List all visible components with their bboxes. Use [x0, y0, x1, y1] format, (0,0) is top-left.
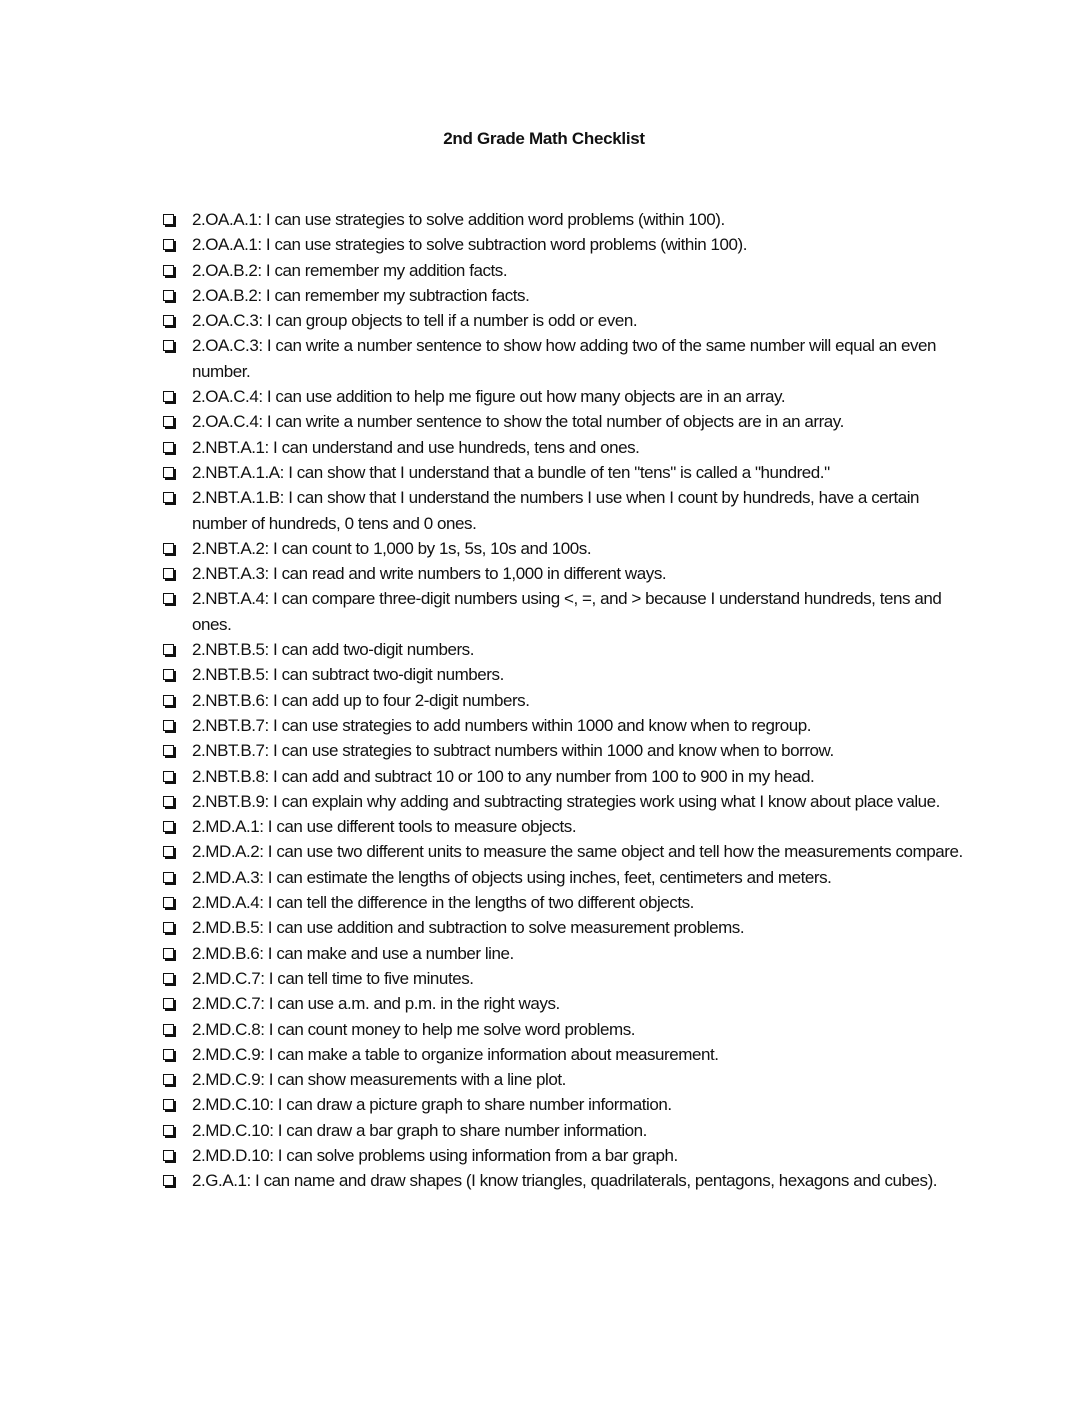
checklist-item-text: 2.OA.C.4: I can write a number sentence to show the total number of objects are in an array.: [192, 412, 844, 432]
checklist-item-text: 2.NBT.A.2: I can count to 1,000 by 1s, 5s, 10s and 100s.: [192, 538, 592, 558]
checklist-item: [162, 1118, 972, 1143]
checklist-item: [162, 738, 972, 763]
checkbox-icon[interactable]: [163, 669, 174, 680]
checkbox-icon[interactable]: [163, 290, 174, 301]
checklist-item-text: 2.NBT.A.4: I can compare three-digit numbers using <, =, and > because I understand hundreds, tens and ones.: [192, 589, 942, 634]
checklist-item: [162, 637, 972, 662]
checkbox-icon[interactable]: [163, 821, 174, 832]
checkbox-icon[interactable]: [163, 973, 174, 984]
checklist-item-text: 2.G.A.1: I can name and draw shapes (I know triangles, quadrilaterals, pentagons, hexagons and cubes).: [192, 1171, 938, 1191]
checklist-item-text: 2.MD.C.9: I can make a table to organize information about measurement.: [192, 1044, 719, 1064]
checklist-item: [162, 1017, 972, 1042]
checklist-item-text: 2.OA.A.1: I can use strategies to solve addition word problems (within 100).: [192, 210, 725, 229]
checkbox-icon[interactable]: [163, 1099, 174, 1110]
checkbox-icon[interactable]: [163, 922, 174, 933]
checklist-item: [162, 814, 972, 839]
checkbox-icon[interactable]: [163, 1049, 174, 1060]
checklist-item: [162, 991, 972, 1016]
checklist-item-text: 2.OA.B.2: I can remember my subtraction facts.: [192, 285, 530, 305]
checklist-item: [162, 283, 972, 308]
checklist-item: [162, 688, 972, 713]
checklist-item-text: 2.MD.A.4: I can tell the difference in the lengths of two different objects.: [192, 893, 694, 913]
checkbox-icon[interactable]: [163, 846, 174, 857]
checklist-item: [162, 561, 972, 586]
checklist-item: [162, 207, 972, 232]
checkbox-icon[interactable]: [163, 340, 174, 351]
checkbox-icon[interactable]: [163, 872, 174, 883]
checkbox-icon[interactable]: [163, 897, 174, 908]
checklist-item: [162, 409, 972, 434]
checklist-item: [162, 662, 972, 687]
checklist-item: [162, 789, 972, 814]
checkbox-icon[interactable]: [163, 695, 174, 706]
checklist-item-text: 2.MD.D.10: I can solve problems using information from a bar graph.: [192, 1145, 678, 1165]
checklist-item: [162, 890, 972, 915]
checkbox-icon[interactable]: [163, 1125, 174, 1136]
checklist-item: [162, 941, 972, 966]
checklist-item-text: 2.MD.A.1: I can use different tools to measure objects.: [192, 817, 577, 837]
checkbox-icon[interactable]: [163, 467, 174, 478]
checkbox-icon[interactable]: [163, 543, 174, 554]
checkbox-icon[interactable]: [163, 745, 174, 756]
checkbox-icon[interactable]: [163, 391, 174, 402]
checkbox-icon[interactable]: [163, 492, 174, 503]
checklist-item: [162, 1143, 972, 1168]
checklist-item-text: 2.OA.A.1: I can use strategies to solve subtraction word problems (within 100).: [192, 235, 748, 255]
checklist-item: [162, 713, 972, 738]
checklist: [162, 207, 972, 1194]
checklist-item: [162, 435, 972, 460]
checkbox-icon[interactable]: [163, 796, 174, 807]
checklist-item-text: 2.NBT.B.5: I can subtract two-digit numbers.: [192, 665, 504, 685]
checklist-item-text: 2.NBT.A.1: I can understand and use hundreds, tens and ones.: [192, 437, 640, 457]
checklist-item-text: 2.NBT.B.9: I can explain why adding and subtracting strategies work using what I know about place value.: [192, 791, 940, 811]
checklist-item: [162, 258, 972, 283]
checklist-item-text: 2.NBT.A.1.B: I can show that I understand the numbers I use when I count by hundreds, have a certain number of hundreds, 0 tens and 0 ones.: [192, 488, 920, 533]
checkbox-icon[interactable]: [163, 720, 174, 731]
checklist-item-text: 2.MD.A.3: I can estimate the lengths of objects using inches, feet, centimeters and meters.: [192, 867, 832, 887]
checkbox-icon[interactable]: [163, 948, 174, 959]
checklist-item-text: 2.NBT.B.7: I can use strategies to subtract numbers within 1000 and know when to borrow.: [192, 741, 834, 761]
checklist-item-text: 2.OA.C.4: I can use addition to help me figure out how many objects are in an array.: [192, 387, 786, 407]
checklist-item-text: 2.MD.C.7: I can tell time to five minutes.: [192, 968, 474, 988]
checkbox-icon[interactable]: [163, 998, 174, 1009]
checklist-item: [162, 308, 972, 333]
checklist-item-text: 2.OA.B.2: I can remember my addition facts.: [192, 260, 508, 280]
checklist-item-text: 2.NBT.B.8: I can add and subtract 10 or 100 to any number from 100 to 900 in my head.: [192, 766, 815, 786]
checklist-item: [162, 384, 972, 409]
checklist-item: [162, 915, 972, 940]
checklist-item-text: 2.MD.B.5: I can use addition and subtraction to solve measurement problems.: [192, 918, 745, 938]
checklist-item-text: 2.NBT.B.7: I can use strategies to add numbers within 1000 and know when to regroup.: [192, 715, 811, 735]
checklist-item: [162, 966, 972, 991]
checklist-item: [162, 586, 972, 637]
checkbox-icon[interactable]: [163, 416, 174, 427]
checklist-item: [162, 865, 972, 890]
checklist-item-text: 2.NBT.B.5: I can add two-digit numbers.: [192, 640, 474, 660]
checkbox-icon[interactable]: [163, 1074, 174, 1085]
checklist-item: [162, 1067, 972, 1092]
checklist-item: [162, 536, 972, 561]
checklist-item-text: 2.MD.C.7: I can use a.m. and p.m. in the right ways.: [192, 994, 560, 1014]
checkbox-icon[interactable]: [163, 214, 174, 225]
checkbox-icon[interactable]: [163, 593, 174, 604]
checkbox-icon[interactable]: [163, 239, 174, 250]
checklist-item-text: 2.MD.A.2: I can use two different units to measure the same object and tell how the measurements compare.: [192, 842, 963, 862]
checklist-item-text: 2.MD.B.6: I can make and use a number line.: [192, 943, 514, 963]
checklist-item: [162, 1042, 972, 1067]
checklist-item-text: 2.NBT.A.3: I can read and write numbers to 1,000 in different ways.: [192, 564, 667, 584]
checklist-item: [162, 460, 972, 485]
checkbox-icon[interactable]: [163, 1024, 174, 1035]
checklist-item: [162, 839, 972, 864]
checklist-item: [162, 333, 972, 384]
checklist-item: [162, 1092, 972, 1117]
page-title: 2nd Grade Math Checklist: [443, 129, 645, 148]
checkbox-icon[interactable]: [163, 568, 174, 579]
checkbox-icon[interactable]: [163, 442, 174, 453]
checkbox-icon[interactable]: [163, 1150, 174, 1161]
checklist-item-text: 2.MD.C.10: I can draw a bar graph to share number information.: [192, 1120, 647, 1140]
checkbox-icon[interactable]: [163, 644, 174, 655]
checklist-item: [162, 764, 972, 789]
checklist-item-text: 2.NBT.B.6: I can add up to four 2-digit numbers.: [192, 690, 530, 710]
checklist-item-text: 2.OA.C.3: I can group objects to tell if a number is odd or even.: [192, 311, 638, 331]
checklist-item: [162, 1168, 972, 1193]
checklist-item-text: 2.OA.C.3: I can write a number sentence to show how adding two of the same number will equal an even number.: [192, 336, 937, 381]
checklist-item-text: 2.MD.C.10: I can draw a picture graph to share number information.: [192, 1095, 672, 1115]
checkbox-icon[interactable]: [163, 1175, 174, 1186]
checklist-item: [162, 485, 972, 536]
checklist-item-text: 2.MD.C.9: I can show measurements with a line plot.: [192, 1070, 566, 1090]
checklist-item-text: 2.NBT.A.1.A: I can show that I understand that a bundle of ten "tens" is called a "hundred.": [192, 462, 830, 482]
checklist-item: [162, 232, 972, 257]
checkbox-icon[interactable]: [163, 315, 174, 326]
checkbox-icon[interactable]: [163, 265, 174, 276]
checkbox-icon[interactable]: [163, 771, 174, 782]
checklist-item-text: 2.MD.C.8: I can count money to help me solve word problems.: [192, 1019, 636, 1039]
